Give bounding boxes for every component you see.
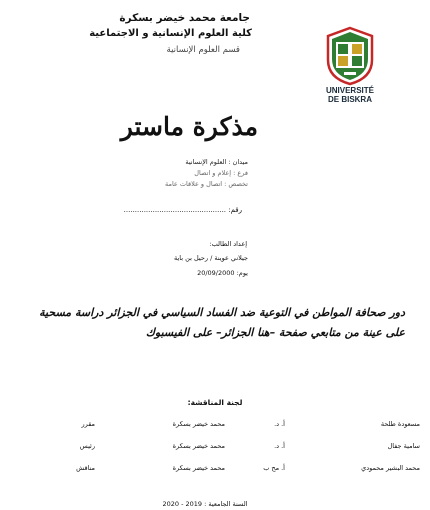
member-name: سامية جفال [387,442,420,450]
member-role: رئيس [79,442,95,450]
member-institution: محمد خيضر بسكرة [172,420,225,428]
member-rank: أ. د. [274,442,285,450]
document-title: مذكرة ماستر [120,112,258,141]
student-names: جيلاني عوينة / رحيل بن باية [174,254,248,262]
logo-caption [312,87,388,104]
specialty-field: تخصص : اتصال و علاقات عامة [164,180,248,188]
defense-date: يوم: 20/09/2000 [197,269,248,277]
member-name: مسعودة طلحة [380,420,420,428]
committee-title: لجنة المناقشة: [187,398,243,407]
university-name: جامعة محمد خيضر بسكرة [119,12,250,24]
member-role: مناقش [76,464,95,472]
committee-row [0,420,430,432]
member-role: مقرر [81,420,95,428]
department-name: قسم العلوم الإنسانية [166,45,240,55]
committee-row [0,442,430,454]
logo-caption-line2: DE BISKRA [327,94,372,104]
academic-year: السنة الجامعية : 2019 - 2020 [162,500,248,508]
faculty-name: كلية العلوم الإنسانية و الاجتماعية [89,28,252,39]
prepared-by-label: إعداد الطالب: [209,240,247,248]
member-name: محمد البشير محمودي [361,464,420,472]
logo-caption-line1: UNIVERSITÉ [325,86,374,95]
thesis-title: دور صحافة المواطن في التوعية ضد الفساد السياسي في الجزائر دراسة مسحية على عينة من متابعي صفحة –هنا الجزائر– على الفيسبوك [39,306,405,339]
committee-row [0,464,430,476]
member-rank: أ. مح ب [263,464,285,472]
member-institution: محمد خيضر بسكرة [172,464,225,472]
member-institution: محمد خيضر بسكرة [172,442,225,450]
document-number: رقم: .............................................. [123,206,242,214]
university-emblem-icon [322,26,378,86]
domain-field: ميدان : العلوم الإنسانية [185,158,248,166]
member-rank: أ. د. [274,420,285,428]
branch-field: فرع : إعلام و اتصال [194,169,248,177]
university-logo [322,26,378,104]
